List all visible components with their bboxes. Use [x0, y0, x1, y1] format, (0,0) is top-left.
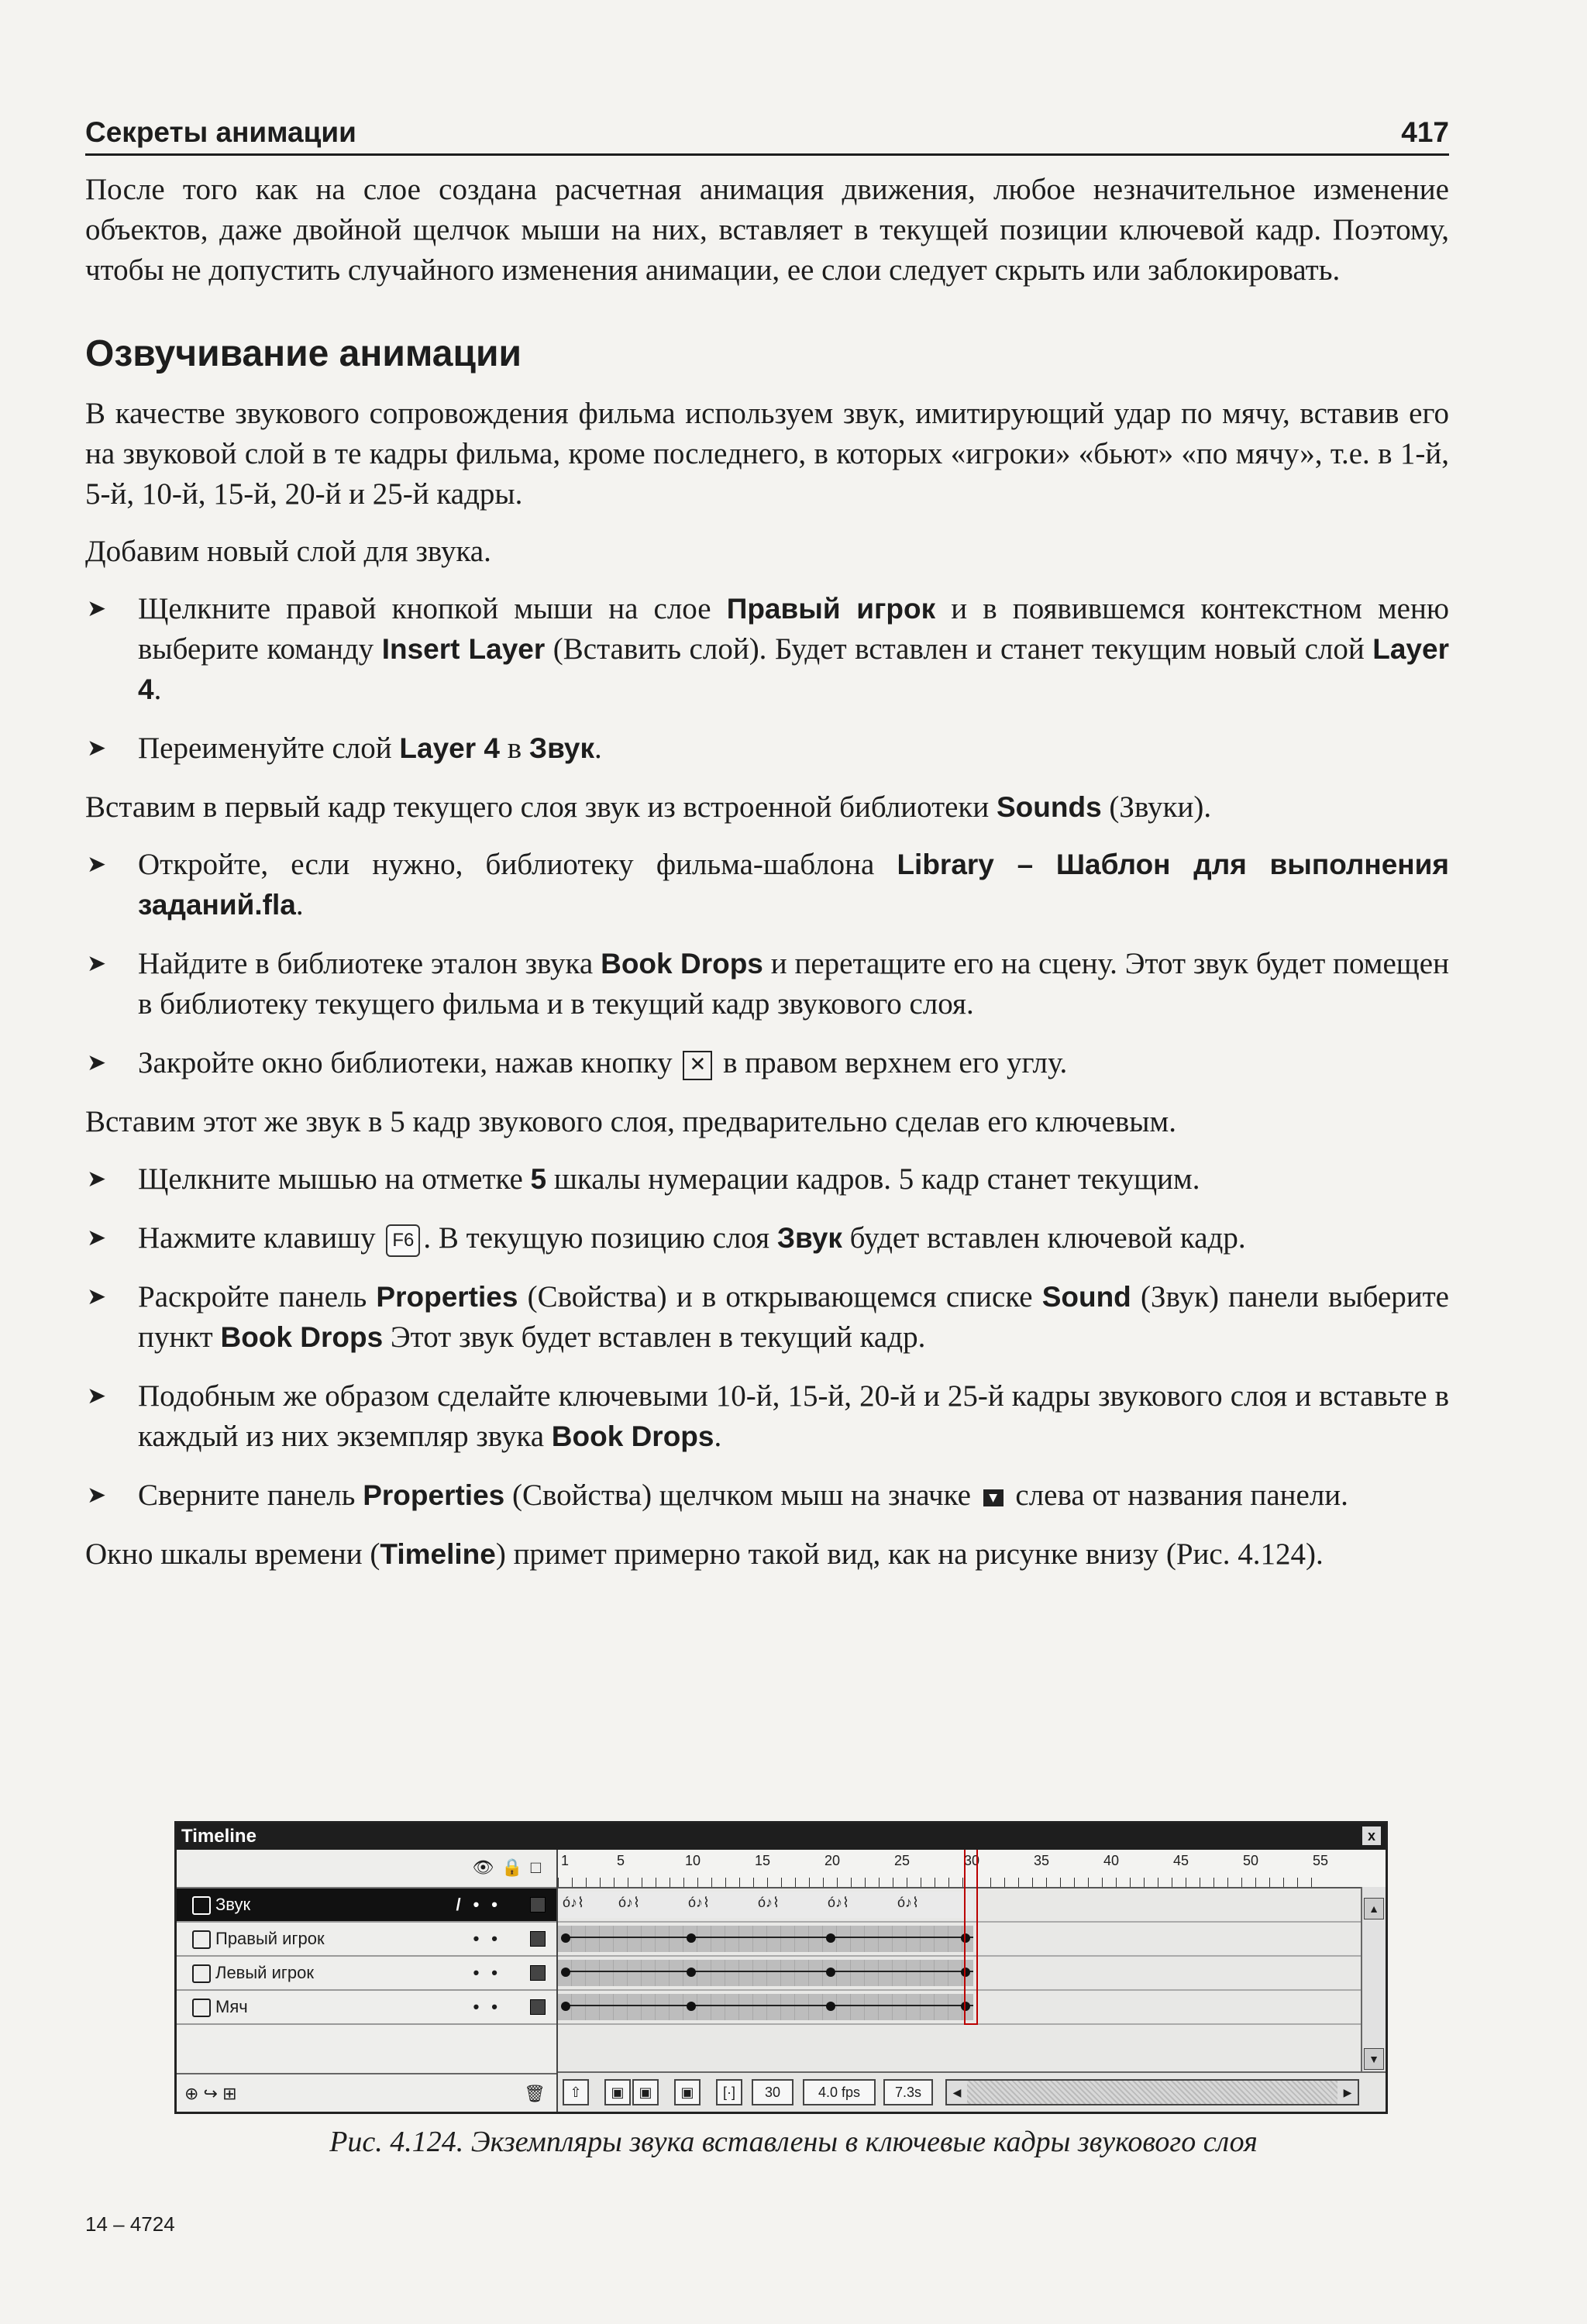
- keyframe[interactable]: [826, 1968, 835, 1977]
- tween-arrow: [566, 1937, 973, 1938]
- paragraph-1: В качестве звукового сопровождения фильма используем звук, имитирующий удар по мячу, вставив его на звуковой слой в те кадры фильма, кроме последнего, в которых «игроки» «бьют» «по мячу», т.е. в 1-й, 5-й, 10-й, 15-й, 20-й и 25-й кадры.: [85, 397, 1449, 511]
- layer-name: Левый игрок: [215, 1963, 314, 1982]
- text: .: [594, 732, 602, 765]
- bullet-arrow-icon: ➤: [87, 851, 107, 878]
- ruler-label: 45: [1173, 1853, 1189, 1868]
- layer-row-left-player[interactable]: [177, 1957, 556, 1991]
- page: [85, 116, 1449, 1575]
- tween-arrow: [566, 1971, 973, 1972]
- center-frame-icon[interactable]: ⇧: [563, 2079, 589, 2105]
- bullet-arrow-icon: ➤: [87, 595, 107, 622]
- text: Переименуйте слой: [138, 732, 400, 765]
- figure-caption: Рис. 4.124. Экземпляры звука вставлены в ключевые кадры звукового слоя: [329, 2126, 1258, 2158]
- text: слева от названия панели.: [1007, 1479, 1348, 1512]
- text: Закройте окно библиотеки, нажав кнопку: [138, 1046, 680, 1079]
- layer-icon: [192, 1964, 211, 1983]
- text: Нажмите клавишу: [138, 1221, 384, 1255]
- paragraph-5: [85, 1534, 1449, 1575]
- add-layer-icons[interactable]: ⊕ ↪ ⊞: [184, 2084, 237, 2103]
- layer-toggles[interactable]: ••: [473, 1963, 510, 1982]
- keyframe[interactable]: [687, 2002, 696, 2011]
- bold: Book Drops: [551, 1420, 714, 1452]
- layer-toggles[interactable]: ••: [473, 1997, 510, 2016]
- scroll-right-icon[interactable]: ▶: [1337, 2081, 1358, 2104]
- bold: Layer 4: [138, 633, 1449, 705]
- text: .: [153, 673, 162, 706]
- layer-name: Звук: [215, 1895, 251, 1914]
- bold: Timeline: [380, 1538, 496, 1570]
- frames-panel: [558, 1850, 1386, 2112]
- outline-box-icon[interactable]: [530, 1999, 546, 2015]
- layer-row-ball[interactable]: [177, 1991, 556, 2025]
- text: Щелкните правой кнопкой мыши на слое: [138, 592, 727, 625]
- bold: Sounds: [997, 791, 1102, 823]
- ruler-label: 15: [755, 1853, 771, 1868]
- paragraph-2: Добавим новый слой для звука.: [85, 535, 491, 568]
- layers-footer: [177, 2073, 556, 2112]
- section-heading: Озвучивание анимации: [85, 333, 522, 374]
- layer-toggles[interactable]: /••: [456, 1895, 510, 1914]
- bold: Sound: [1041, 1281, 1131, 1313]
- text: ) примет примерно такой вид, как на рисунке внизу (Рис. 4.124).: [495, 1537, 1324, 1571]
- f6-key-icon: F6: [386, 1224, 420, 1257]
- section-title: Секреты анимации: [85, 116, 356, 148]
- layers-panel: [177, 1850, 558, 2112]
- text: Сверните панель: [138, 1479, 363, 1512]
- bullet-arrow-icon: ➤: [87, 1165, 107, 1193]
- close-icon[interactable]: x: [1362, 1826, 1381, 1845]
- layer-row-right-player[interactable]: [177, 1923, 556, 1957]
- text: (Звуки).: [1101, 790, 1212, 824]
- scroll-down-icon[interactable]: ▼: [1364, 2048, 1384, 2070]
- layer-name: Мяч: [215, 1997, 248, 2016]
- outline-box-icon[interactable]: [530, 1931, 546, 1947]
- ruler-label: 35: [1034, 1853, 1050, 1868]
- ruler-label: 50: [1243, 1853, 1259, 1868]
- text: Откройте, если нужно, библиотеку фильма-шаблона: [138, 848, 897, 881]
- collapse-arrow-icon: ▼: [983, 1489, 1003, 1506]
- step-5: [85, 1043, 1449, 1083]
- outline-box-icon[interactable]: [530, 1897, 546, 1913]
- text: в правом верхнем его углу.: [715, 1046, 1068, 1079]
- text: (Свойства) щелчком мыш на значке: [504, 1479, 979, 1512]
- playhead[interactable]: [964, 1850, 978, 2025]
- eye-lock-outline-icons: 👁🔒□: [472, 1857, 549, 1877]
- page-number: 417: [1401, 116, 1449, 148]
- bullet-arrow-icon: ➤: [87, 1049, 107, 1076]
- running-head: [85, 116, 1449, 156]
- frame-span: [558, 1960, 973, 1986]
- layer-toggles[interactable]: ••: [473, 1929, 510, 1948]
- timeline-status-bar: [558, 2071, 1386, 2112]
- bullet-arrow-icon: ➤: [87, 1382, 107, 1410]
- ruler-label: 25: [894, 1853, 911, 1868]
- bold: 5: [530, 1163, 547, 1195]
- paragraph-4: Вставим этот же звук в 5 кадр звукового слоя, предварительно сделав его ключевым.: [85, 1105, 1176, 1138]
- step-8: [85, 1277, 1449, 1358]
- text: .: [295, 888, 304, 921]
- frame-span: [558, 1994, 973, 2020]
- keyframe[interactable]: [561, 1968, 570, 1977]
- step-4: [85, 944, 1449, 1024]
- layer-row-sound[interactable]: [177, 1888, 556, 1923]
- sound-keyframe[interactable]: ó♪⌇: [563, 1895, 584, 1910]
- layer-icon: [192, 1930, 211, 1949]
- frame-rate: 4.0 fps: [803, 2079, 876, 2105]
- keyframe[interactable]: [826, 2002, 835, 2011]
- timeline-figure: [174, 1821, 1388, 2114]
- sound-keyframe[interactable]: ó♪⌇: [897, 1895, 919, 1910]
- elapsed-time: 7.3s: [883, 2079, 933, 2105]
- page-footer: 14 – 4724: [85, 2212, 175, 2236]
- steps-list-3: [85, 1159, 1449, 1516]
- intro-paragraph: После того как на слое создана расчетная анимация движения, любое незначительное изменение объектов, даже двойной щелчок мыши на них, вставляет в текущей позиции ключевой кадр. Поэтому, чтобы не допустить случайного изменения анимации, ее слои следует скрыть или заблокировать.: [85, 173, 1449, 287]
- text: и перетащите его на сцену. Этот звук будет помещен в библиотеку текущего фильма и в текущий кадр звукового слоя.: [138, 947, 1449, 1021]
- text: Окно шкалы времени (: [85, 1537, 380, 1571]
- text: шкалы нумерации кадров. 5 кадр станет текущим.: [546, 1162, 1200, 1196]
- bold: Properties: [363, 1479, 505, 1511]
- keyframe[interactable]: [561, 2002, 570, 2011]
- bold: Book Drops: [220, 1321, 384, 1353]
- ruler-label: 5: [617, 1853, 625, 1868]
- trash-icon[interactable]: 🗑: [524, 2084, 546, 2103]
- text: (Свойства) и в открывающемся списке: [518, 1280, 1042, 1313]
- step-6: [85, 1159, 1449, 1200]
- layer-name: Правый игрок: [215, 1929, 325, 1948]
- bold: Insert Layer: [381, 633, 546, 665]
- edit-multiple-icon[interactable]: ▣: [674, 2079, 701, 2105]
- onion-outline-icon[interactable]: ▣: [632, 2079, 659, 2105]
- frame-span: [558, 1926, 973, 1952]
- text: . В текущую позицию слоя: [423, 1221, 777, 1255]
- keyframe[interactable]: [826, 1933, 835, 1943]
- bold: Layer 4: [399, 732, 500, 764]
- ruler-ticks: [558, 1878, 1325, 1887]
- sound-keyframe[interactable]: ó♪⌇: [618, 1895, 640, 1910]
- layers-header: [177, 1850, 556, 1888]
- current-frame: 30: [752, 2079, 794, 2105]
- layer-icon: [192, 1896, 211, 1915]
- text: Щелкните мышью на отметке: [138, 1162, 531, 1196]
- step-10: [85, 1475, 1449, 1516]
- keyframe[interactable]: [561, 1933, 570, 1943]
- text: .: [714, 1420, 722, 1453]
- ruler-label: 20: [824, 1853, 841, 1868]
- onion-markers-icon[interactable]: [·]: [716, 2079, 742, 2105]
- horizontal-scrollbar[interactable]: [945, 2079, 1359, 2105]
- ruler-label: 40: [1103, 1853, 1120, 1868]
- bold: Звук: [776, 1222, 842, 1254]
- ruler-label: 30: [964, 1853, 980, 1868]
- bold: Book Drops: [601, 948, 763, 980]
- text: Подобным же образом сделайте ключевыми 10-й, 15-й, 20-й и 25-й кадры звукового слоя и вставьте в каждый из них экземпляр звука: [138, 1379, 1449, 1453]
- steps-list-2: [85, 845, 1449, 1083]
- sound-keyframe[interactable]: ó♪⌇: [758, 1895, 780, 1910]
- keyframe[interactable]: [687, 1968, 696, 1977]
- bullet-arrow-icon: ➤: [87, 1283, 107, 1310]
- steps-list-1: [85, 589, 1449, 769]
- sound-keyframe[interactable]: ó♪⌇: [688, 1895, 710, 1910]
- scroll-up-icon[interactable]: ▲: [1364, 1898, 1384, 1919]
- text: (Звук) панели выберите пункт: [138, 1280, 1449, 1354]
- bullet-arrow-icon: ➤: [87, 735, 107, 762]
- timeline-title: Timeline: [181, 1826, 256, 1847]
- ruler-label: 55: [1313, 1853, 1329, 1868]
- sound-keyframe[interactable]: ó♪⌇: [828, 1895, 849, 1910]
- text: и в появившемся контекстном меню выберите команду: [138, 592, 1449, 666]
- bullet-arrow-icon: ➤: [87, 1224, 107, 1252]
- paragraph-3: [85, 787, 1449, 828]
- bullet-arrow-icon: ➤: [87, 950, 107, 977]
- bold: Правый игрок: [726, 593, 936, 625]
- tween-arrow: [566, 2005, 973, 2006]
- scroll-left-icon[interactable]: ◀: [947, 2081, 967, 2104]
- text: Найдите в библиотеке эталон звука: [138, 947, 601, 980]
- layer-icon: [192, 1999, 211, 2017]
- timeline-titlebar: [177, 1823, 1386, 1850]
- text: будет вставлен ключевой кадр.: [842, 1221, 1246, 1255]
- ruler-label: 10: [685, 1853, 701, 1868]
- ruler-label: 1: [561, 1853, 570, 1868]
- step-1: [85, 589, 1449, 710]
- vertical-scrollbar[interactable]: [1361, 1887, 1386, 2073]
- step-2: [85, 728, 1449, 769]
- text: Раскройте панель: [138, 1280, 377, 1313]
- text: Вставим в первый кадр текущего слоя звук из встроенной библиотеки: [85, 790, 997, 824]
- step-7: [85, 1218, 1449, 1258]
- bold: Звук: [528, 732, 595, 764]
- onion-skin-icon[interactable]: ▣: [604, 2079, 631, 2105]
- keyframe[interactable]: [687, 1933, 696, 1943]
- step-3: [85, 845, 1449, 925]
- bold: Library – Шаблон для выполнения заданий.fla: [138, 849, 1449, 921]
- text: (Вставить слой). Будет вставлен и станет текущим новый слой: [545, 632, 1373, 666]
- text: в: [499, 732, 529, 765]
- outline-box-icon[interactable]: [530, 1965, 546, 1981]
- step-9: [85, 1376, 1449, 1457]
- bullet-arrow-icon: ➤: [87, 1482, 107, 1509]
- text: Этот звук будет вставлен в текущий кадр.: [383, 1320, 926, 1354]
- bold: Properties: [376, 1281, 518, 1313]
- close-icon: ✕: [683, 1051, 712, 1080]
